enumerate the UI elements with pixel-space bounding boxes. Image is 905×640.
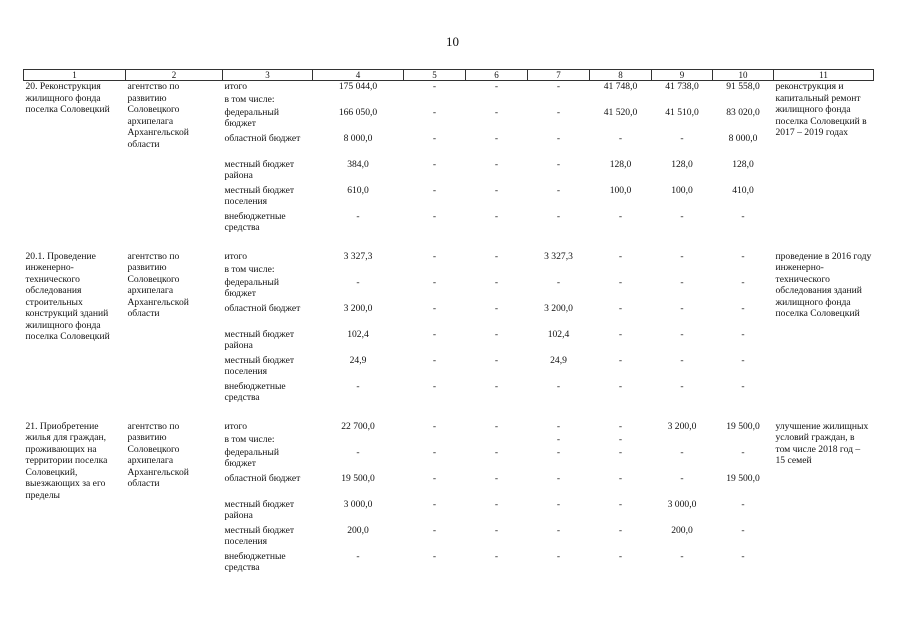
value-cell <box>590 264 652 277</box>
table-row <box>24 81 874 94</box>
value-cell: - <box>356 446 360 458</box>
section-agency: агентство по развитию Соловецкого архипелага Архангельской области <box>127 420 189 489</box>
value-cell <box>466 264 528 277</box>
value-cell: - <box>680 132 684 144</box>
value-cell: - <box>618 433 623 445</box>
funding-source-label: федеральный бюджет <box>224 106 280 129</box>
value-cell: 610,0 <box>347 184 369 196</box>
funding-source-label: местный бюджет поселения <box>224 184 295 207</box>
program-table <box>23 69 874 577</box>
value-cell: - <box>556 420 561 432</box>
value-cell: - <box>432 106 437 118</box>
funding-source-label: внебюджетные средства <box>224 550 286 573</box>
section-name: 20. Реконструкция жилищного фонда поселка Соловецкий <box>25 81 110 115</box>
value-cell: - <box>494 446 499 458</box>
value-cell: - <box>741 302 745 314</box>
value-cell: - <box>741 446 745 458</box>
value-cell: - <box>618 132 623 144</box>
value-cell <box>404 264 466 277</box>
value-cell: - <box>432 380 437 392</box>
value-cell: - <box>494 472 499 484</box>
value-cell: 3 000,0 <box>343 498 373 510</box>
col-header: 2 <box>126 70 223 81</box>
value-cell: - <box>432 250 437 262</box>
funding-source-label: федеральный бюджет <box>224 276 280 299</box>
value-cell: - <box>680 472 684 484</box>
value-cell: - <box>680 210 684 222</box>
funding-source-label: местный бюджет поселения <box>224 354 295 377</box>
value-cell: - <box>356 550 360 562</box>
value-cell: - <box>494 498 499 510</box>
col-header: 11 <box>774 70 874 81</box>
value-cell: - <box>494 328 499 340</box>
value-cell: - <box>618 446 623 458</box>
value-cell <box>404 94 466 107</box>
value-cell: 8 000,0 <box>728 132 758 144</box>
value-cell <box>713 94 774 107</box>
value-cell: - <box>432 302 437 314</box>
value-cell: - <box>618 354 623 366</box>
value-cell: 3 000,0 <box>667 498 697 510</box>
value-cell: 3 327,3 <box>343 250 373 262</box>
value-cell: 102,4 <box>547 328 570 340</box>
value-cell: - <box>618 472 623 484</box>
value-cell <box>590 94 652 107</box>
value-cell: - <box>432 420 437 432</box>
value-cell: 19 500,0 <box>726 472 760 484</box>
value-cell: - <box>556 81 561 92</box>
value-cell: - <box>432 354 437 366</box>
value-cell: - <box>556 184 561 196</box>
value-cell: - <box>432 158 437 170</box>
col-header: 1 <box>24 70 126 81</box>
value-cell: - <box>556 380 561 392</box>
section-gap <box>24 407 874 421</box>
value-cell: - <box>432 328 437 340</box>
value-cell: - <box>494 524 499 536</box>
col-header: 5 <box>404 70 466 81</box>
value-cell: - <box>741 524 745 536</box>
value-cell: - <box>618 250 623 262</box>
value-cell: 166 050,0 <box>338 106 378 118</box>
value-cell: - <box>432 132 437 144</box>
col-header: 6 <box>466 70 528 81</box>
value-cell: - <box>556 132 561 144</box>
value-cell: 102,4 <box>347 328 369 340</box>
value-cell: - <box>741 250 745 262</box>
value-cell <box>713 434 774 447</box>
value-cell <box>652 264 713 277</box>
value-cell <box>652 434 713 447</box>
value-cell <box>528 264 590 277</box>
value-cell <box>404 434 466 447</box>
funding-source-label: в том числе: <box>224 93 275 105</box>
value-cell: - <box>680 302 684 314</box>
value-cell: - <box>741 276 745 288</box>
value-cell: - <box>680 328 684 340</box>
value-cell: - <box>356 210 360 222</box>
value-cell: - <box>680 446 684 458</box>
value-cell: 83 020,0 <box>726 106 760 118</box>
section-name: 20.1. Проведение инженерно-технического обследования строительных конструкций зданий жилищного фонда поселка Соловецкий <box>25 250 110 342</box>
page-number: 10 <box>446 34 459 49</box>
value-cell: - <box>618 210 623 222</box>
section-agency: агентство по развитию Соловецкого архипелага Архангельской области <box>127 250 189 319</box>
funding-source-label: областной бюджет <box>224 302 301 314</box>
value-cell: 41 748,0 <box>603 81 638 92</box>
value-cell: - <box>741 328 745 340</box>
value-cell: 24,9 <box>550 354 567 366</box>
value-cell: - <box>494 210 499 222</box>
value-cell: - <box>494 276 499 288</box>
funding-source-label: итого <box>224 250 247 262</box>
value-cell: 41 520,0 <box>603 106 638 118</box>
value-cell: - <box>618 498 623 510</box>
value-cell: - <box>432 498 437 510</box>
value-cell: 128,0 <box>732 158 754 170</box>
value-cell: - <box>494 550 499 562</box>
value-cell: - <box>556 433 561 445</box>
value-cell: - <box>556 210 561 222</box>
value-cell: 22 700,0 <box>341 420 375 432</box>
value-cell: - <box>494 81 499 92</box>
value-cell: - <box>741 210 745 222</box>
value-cell: - <box>618 276 623 288</box>
value-cell: - <box>432 210 437 222</box>
col-header: 9 <box>652 70 713 81</box>
col-header: 3 <box>223 70 313 81</box>
value-cell: 384,0 <box>347 158 369 170</box>
col-header: 4 <box>313 70 404 81</box>
value-cell: 128,0 <box>609 158 632 170</box>
value-cell: 175 044,0 <box>338 81 378 92</box>
expected-result: проведение в 2016 году инженерно-технического обследования зданий жилищного фонда поселка Соловецкий <box>775 250 872 319</box>
value-cell <box>528 94 590 107</box>
value-cell: - <box>556 472 561 484</box>
value-cell <box>313 264 404 277</box>
col-header: 7 <box>528 70 590 81</box>
value-cell: - <box>618 328 623 340</box>
value-cell: - <box>618 550 623 562</box>
value-cell: - <box>680 380 684 392</box>
value-cell: - <box>741 380 745 392</box>
funding-source-label: внебюджетные средства <box>224 210 286 233</box>
value-cell: - <box>494 106 499 118</box>
section-gap <box>24 237 874 251</box>
value-cell <box>313 94 404 107</box>
value-cell: - <box>680 250 684 262</box>
funding-source-label: областной бюджет <box>224 132 301 144</box>
value-cell <box>713 264 774 277</box>
value-cell: - <box>432 550 437 562</box>
value-cell: - <box>432 184 437 196</box>
col-header: 10 <box>713 70 774 81</box>
value-cell: - <box>680 354 684 366</box>
table-body <box>24 81 874 577</box>
value-cell: 3 327,3 <box>544 250 573 262</box>
value-cell: - <box>556 524 561 536</box>
value-cell: 19 500,0 <box>341 472 375 484</box>
table-row <box>24 251 874 264</box>
value-cell: - <box>680 276 684 288</box>
value-cell: - <box>741 550 745 562</box>
value-cell: - <box>494 184 499 196</box>
expected-result: реконструкция и капитальный ремонт жилищного фонда поселка Соловецкий в 2017 – 2019 годах <box>775 81 867 138</box>
value-cell: - <box>494 354 499 366</box>
value-cell: 19 500,0 <box>726 420 760 432</box>
value-cell: 3 200,0 <box>343 302 373 314</box>
value-cell: - <box>741 498 745 510</box>
value-cell: - <box>741 354 745 366</box>
funding-source-label: местный бюджет района <box>224 158 295 181</box>
value-cell <box>313 434 404 447</box>
value-cell: - <box>556 550 561 562</box>
value-cell: 128,0 <box>671 158 693 170</box>
section-agency: агентство по развитию Соловецкого архипелага Архангельской области <box>127 81 189 150</box>
value-cell: 100,0 <box>671 184 693 196</box>
value-cell <box>466 434 528 447</box>
value-cell: - <box>494 158 499 170</box>
funding-source-label: областной бюджет <box>224 472 301 484</box>
funding-source-label: в том числе: <box>224 263 275 275</box>
value-cell: - <box>618 420 623 432</box>
funding-source-label: местный бюджет поселения <box>224 524 295 547</box>
value-cell: - <box>432 446 437 458</box>
expected-result: улучшение жилищных условий граждан, в том числе 2018 год – 15 семей <box>775 420 869 466</box>
value-cell: - <box>356 380 360 392</box>
value-cell: - <box>494 250 499 262</box>
value-cell: 91 558,0 <box>726 81 760 92</box>
value-cell: - <box>618 302 623 314</box>
funding-source-label: местный бюджет района <box>224 498 295 521</box>
value-cell: 200,0 <box>347 524 369 536</box>
table-row <box>24 421 874 434</box>
value-cell: 41 738,0 <box>665 81 699 92</box>
value-cell: 24,9 <box>349 354 367 366</box>
value-cell: - <box>680 550 684 562</box>
value-cell: - <box>356 276 360 288</box>
value-cell <box>652 94 713 107</box>
value-cell: - <box>494 420 499 432</box>
value-cell: 3 200,0 <box>544 302 573 314</box>
value-cell: - <box>432 472 437 484</box>
value-cell: - <box>556 158 561 170</box>
value-cell: 100,0 <box>609 184 632 196</box>
value-cell: - <box>494 132 499 144</box>
section-name: 21. Приобретение жилья для граждан, проживающих на территории поселка Соловецкий, выезжающих за его пределы <box>25 420 108 501</box>
value-cell <box>466 94 528 107</box>
value-cell: 200,0 <box>671 524 693 536</box>
value-cell: - <box>432 81 437 92</box>
value-cell: 8 000,0 <box>343 132 373 144</box>
value-cell: - <box>618 524 623 536</box>
funding-source-label: местный бюджет района <box>224 328 295 351</box>
value-cell: - <box>432 276 437 288</box>
funding-source-label: итого <box>224 81 247 92</box>
value-cell: - <box>432 524 437 536</box>
funding-source-label: внебюджетные средства <box>224 380 286 403</box>
funding-source-label: федеральный бюджет <box>224 446 280 469</box>
value-cell: 3 200,0 <box>667 420 697 432</box>
value-cell: - <box>494 380 499 392</box>
header-row <box>24 70 874 81</box>
value-cell: - <box>618 380 623 392</box>
value-cell: - <box>556 106 561 118</box>
col-header: 8 <box>590 70 652 81</box>
value-cell: - <box>556 498 561 510</box>
value-cell: 410,0 <box>732 184 754 196</box>
value-cell: - <box>556 446 561 458</box>
value-cell: - <box>556 276 561 288</box>
value-cell: - <box>494 302 499 314</box>
funding-source-label: итого <box>224 420 247 432</box>
value-cell: 41 510,0 <box>665 106 699 118</box>
funding-source-label: в том числе: <box>224 433 275 445</box>
